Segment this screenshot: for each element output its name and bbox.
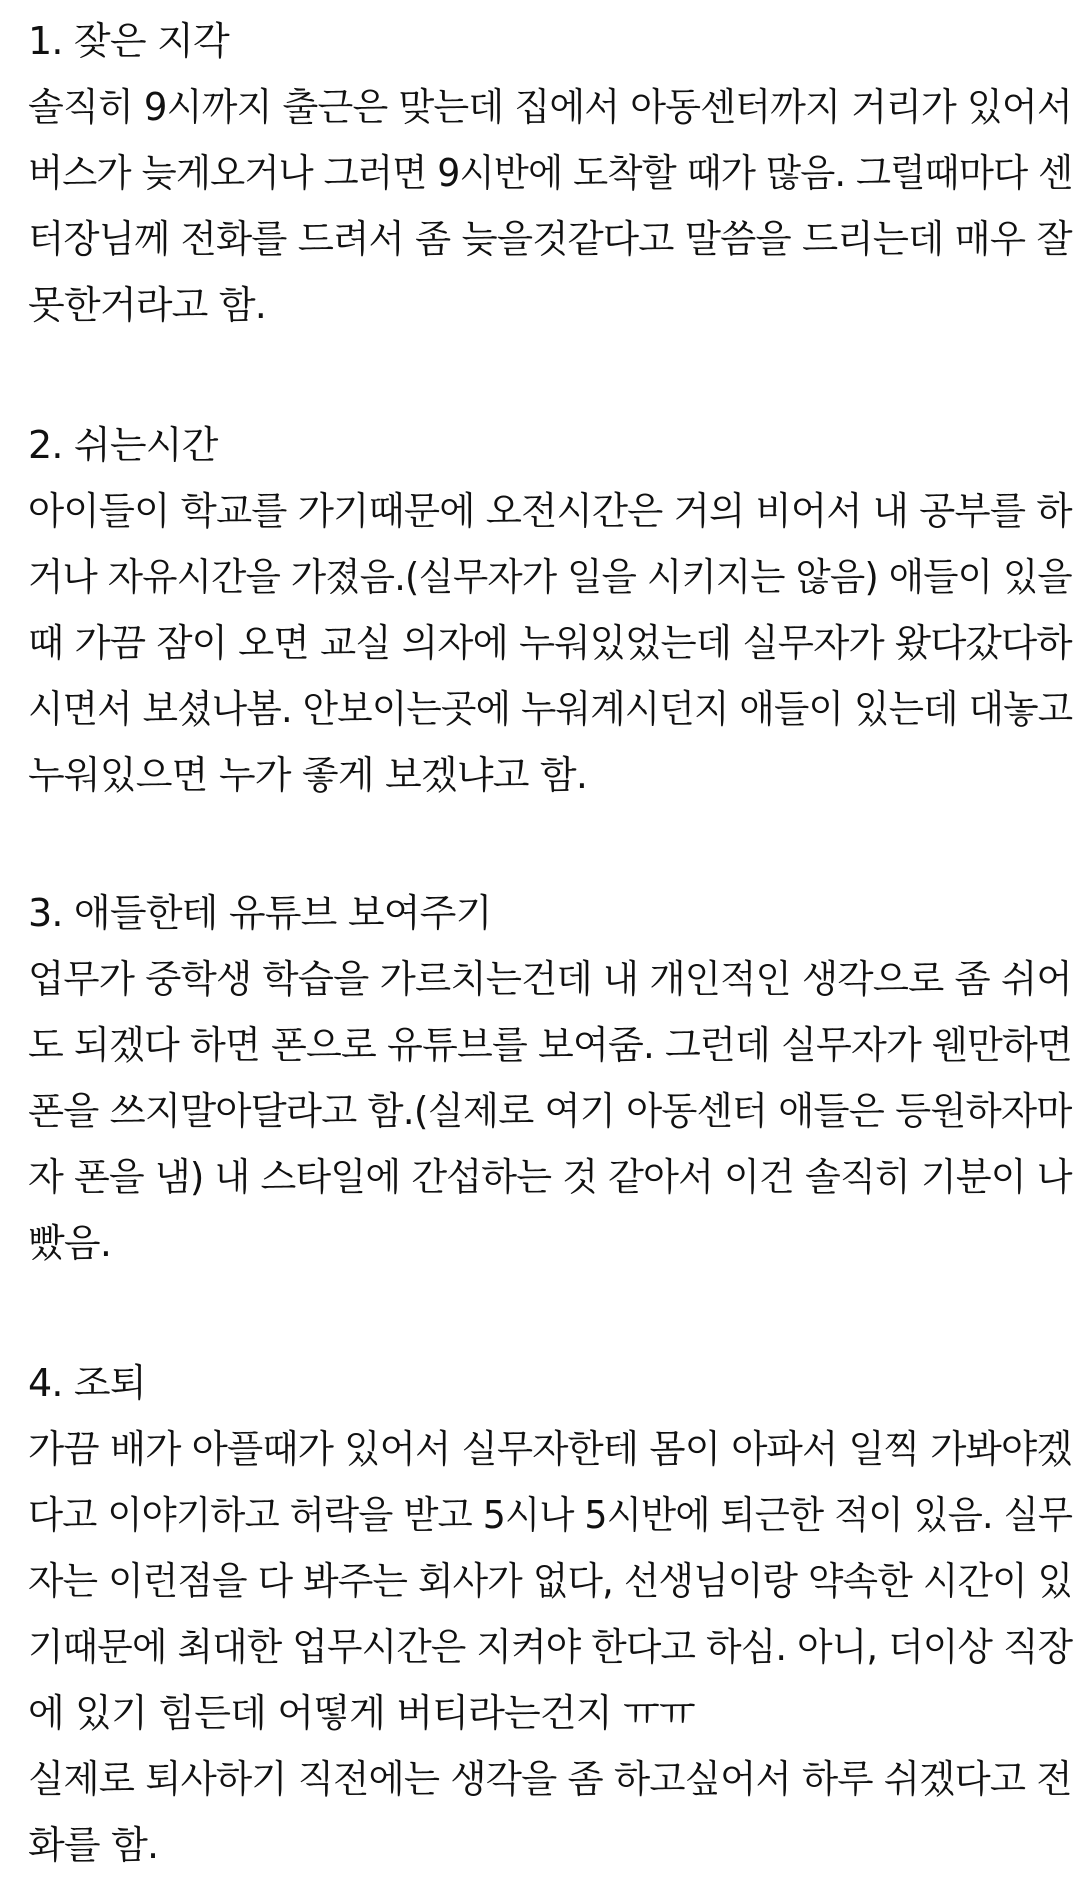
text-line: 터장님께 전화를 드려서 좀 늦을것같다고 말씀을 드리는데 매우 잘 [28,217,1072,261]
heading-1: 1. 잦은 지각 [28,19,229,63]
text-line: 아이들이 학교를 가기때문에 오전시간은 거의 비어서 내 공부를 하 [28,489,1072,533]
text-line: 도 되겠다 하면 폰으로 유튜브를 보여줌. 그런데 실무자가 웬만하면 [28,1023,1073,1067]
text-line: 자 폰을 냄) 내 스타일에 간섭하는 것 같아서 이건 솔직히 기분이 나 [28,1155,1072,1199]
text-line: 화를 함. [28,1823,159,1867]
text-line: 못한거라고 함. [28,283,267,327]
text-line: 다고 이야기하고 허락을 받고 5시나 5시반에 퇴근한 적이 있음. 실무 [28,1493,1073,1537]
heading-2: 2. 쉬는시간 [28,423,218,467]
text-line: 폰을 쓰지말아달라고 함.(실제로 여기 아동센터 애들은 등원하자마 [28,1089,1072,1133]
text-line: 거나 자유시간을 가졌음.(실무자가 일을 시키지는 않음) 애들이 있을 [28,555,1072,599]
text-line: 버스가 늦게오거나 그러면 9시반에 도착할 때가 많음. 그럴때마다 센 [28,151,1073,195]
heading-3: 3. 애들한테 유튜브 보여주기 [28,891,492,935]
text-line: 솔직히 9시까지 출근은 맞는데 집에서 아동센터까지 거리가 있어서 [28,85,1072,129]
text-line: 가끔 배가 아플때가 있어서 실무자한테 몸이 아파서 일찍 가봐야겠 [28,1427,1072,1471]
text-line: 때 가끔 잠이 오면 교실 의자에 누워있었는데 실무자가 왔다갔다하 [28,621,1072,665]
heading-4: 4. 조퇴 [28,1361,146,1405]
text-line: 누워있으면 누가 좋게 보겠냐고 함. [28,753,588,797]
text-line: 기때문에 최대한 업무시간은 지켜야 한다고 하심. 아니, 더이상 직장 [28,1625,1073,1669]
text-line: 시면서 보셨나봄. 안보이는곳에 누워계시던지 애들이 있는데 대놓고 [28,687,1073,731]
text-line: 업무가 중학생 학습을 가르치는건데 내 개인적인 생각으로 좀 쉬어 [28,957,1072,1001]
text-line: 에 있기 힘든데 어떻게 버티라는건지 ㅠㅠ [28,1691,695,1735]
text-line: 자는 이런점을 다 봐주는 회사가 없다, 선생님이랑 약속한 시간이 있 [28,1559,1073,1603]
text-line: 빴음. [28,1221,112,1265]
text-line: 실제로 퇴사하기 직전에는 생각을 좀 하고싶어서 하루 쉬겠다고 전 [28,1757,1072,1801]
